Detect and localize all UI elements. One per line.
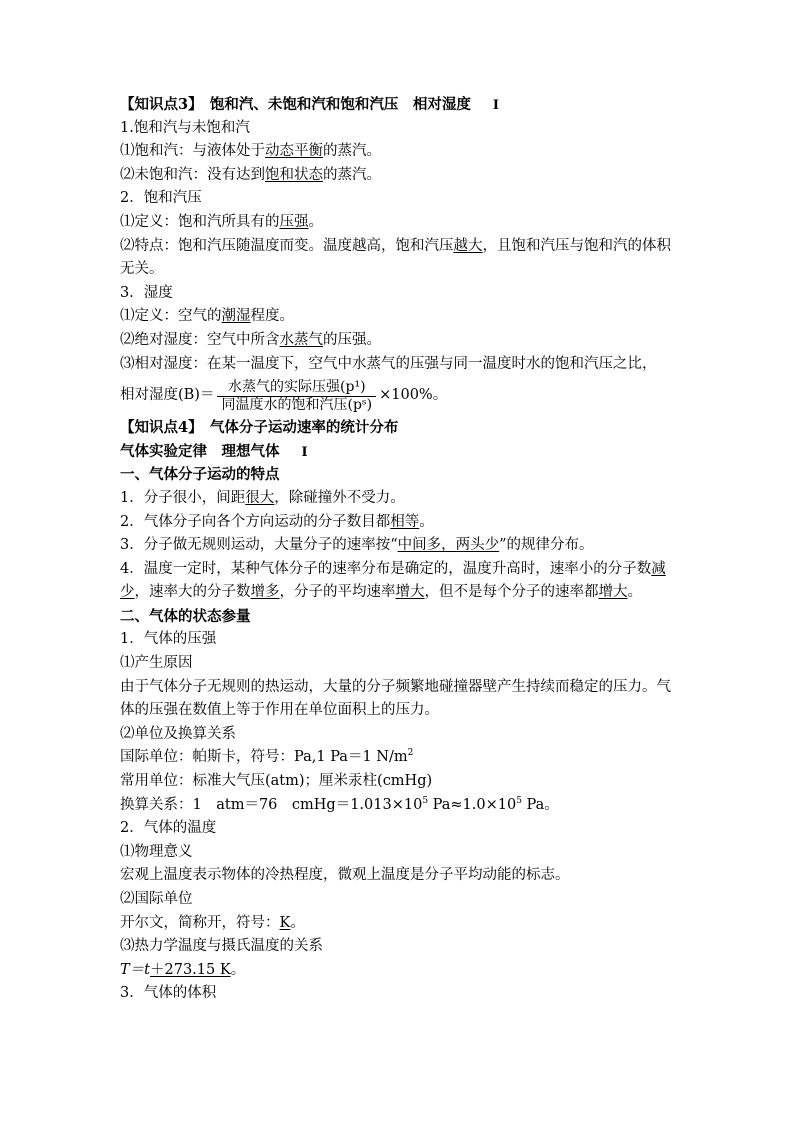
answer-blank: 增多: [250, 584, 280, 601]
answer-blank: 中间多，两头少: [397, 537, 500, 554]
section-title: 3．气体的体积: [120, 985, 217, 1002]
level-mark: Ⅰ: [301, 444, 308, 460]
answer-blank: 很大: [245, 489, 275, 506]
section-title: 2．饱和汽压: [120, 190, 202, 207]
text-line: 国际单位：帕斯卡，符号：Pa,1 Pa＝1 $N/m^2$: [120, 748, 414, 766]
knowledge-point-4-heading-cont: 气体实验定律 理想气体 Ⅰ: [120, 442, 308, 460]
answer-blank: 水蒸气: [279, 331, 323, 348]
subsection-title: ⑵国际单位: [120, 891, 193, 907]
text-line: 宏观上温度表示物体的冷热程度，微观上温度是分子平均动能的标志。: [120, 867, 570, 884]
text-line: 开尔文，简称开，符号：K。: [120, 914, 305, 931]
text-paragraph: ⑵特点：饱和汽压随温度而变。温度越高，饱和汽压越大，且饱和汽压与饱和汽的体积无关。: [120, 237, 671, 278]
text-line: ⑶相对湿度：在某一温度下，空气中水蒸气的压强与同一温度时水的饱和汽压之比，: [120, 355, 657, 372]
text-line: ⑴饱和汽：与液体处于动态平衡的蒸汽。: [120, 143, 381, 160]
text-line: 换算关系：1 atm＝76 $cmHg=1.013\times 10^5$ $Pa\approx 1.0\times 10^5$ Pa。: [120, 795, 559, 813]
subsection-title: ⑴产生原因: [120, 655, 193, 672]
section-title: 1.饱和汽与未饱和汽: [120, 119, 250, 136]
text-line: ⑵未饱和汽：没有达到饱和状态的蒸汽。: [120, 166, 381, 183]
answer-blank: 动态平衡: [265, 143, 323, 160]
section-title: 3．湿度: [120, 284, 173, 301]
subsection-title: ⑵单位及换算关系: [120, 725, 236, 742]
answer-blank: 增大: [395, 584, 425, 601]
text-line: ⑴定义：空气的潮湿程度。: [120, 308, 294, 325]
text-line: 3．分子做无规则运动，大量分子的速率按“中间多，两头少”的规律分布。: [120, 537, 594, 554]
document-content: [120, 93, 680, 1006]
subsection-title: ⑴物理意义: [120, 843, 193, 860]
level-mark: Ⅰ: [492, 98, 499, 113]
formula-rhs: ×100%。: [379, 387, 448, 404]
formula-numerator: 水蒸气的实际压强(p¹): [228, 378, 366, 395]
text-line: ⑴定义：饱和汽所具有的压强。: [120, 213, 323, 230]
answer-blank: 减少: [120, 560, 666, 601]
answer-blank: K: [279, 914, 291, 931]
answer-blank: 潮湿: [221, 308, 251, 325]
answer-blank: 压强: [279, 213, 309, 230]
formula-lhs: 相对湿度(B)＝: [120, 387, 215, 404]
text-line: 常用单位：标准大气压(atm)；厘米汞柱(cmHg): [120, 773, 433, 790]
answer-blank: ＋273.15 K: [150, 961, 231, 978]
part-title: 一、气体分子运动的特点: [120, 466, 280, 484]
section-title: 1．气体的压强: [120, 631, 217, 648]
knowledge-point-4-heading: 【知识点4】 气体分子运动速率的统计分布: [120, 419, 399, 437]
answer-blank: 越大: [453, 237, 483, 254]
text-line: T＝t＋273.15 K。: [120, 961, 246, 978]
answer-blank: 增大: [598, 584, 628, 601]
text-line: 1．分子很小，间距很大，除碰撞外不受力。: [120, 489, 405, 506]
part-title: 二、气体的状态参量: [120, 607, 251, 625]
subsection-title: ⑶热力学温度与摄氏温度的关系: [120, 938, 323, 955]
relative-humidity-formula: [120, 376, 680, 416]
text-line: 2．气体分子向各个方向运动的分子数目都相等。: [120, 513, 434, 530]
knowledge-point-3-heading: [120, 93, 680, 117]
formula-denominator: 同温度水的饱和汽压(pˢ): [217, 396, 376, 414]
answer-blank: 饱和状态: [265, 166, 323, 183]
text-line: ⑵绝对湿度：空气中所含水蒸气的压强。: [120, 331, 381, 348]
text-paragraph: 4．温度一定时，某种气体分子的速率分布是确定的，温度升高时，速率小的分子数减少，速率大的分子数增多，分子的平均速率增大，但不是每个分子的速率都增大。: [120, 560, 666, 601]
text-paragraph: 由于气体分子无规则的热运动，大量的分子频繁地碰撞器壁产生持续而稳定的压力。气体的压强在数值上等于作用在单位面积上的压力。: [120, 678, 671, 719]
heading-text: 【知识点3】 饱和汽、未饱和汽和饱和汽压 相对湿度: [120, 96, 471, 113]
answer-blank: 相等: [390, 513, 420, 530]
formula-fraction: [217, 379, 376, 414]
section-title: 2．气体的温度: [120, 820, 217, 837]
